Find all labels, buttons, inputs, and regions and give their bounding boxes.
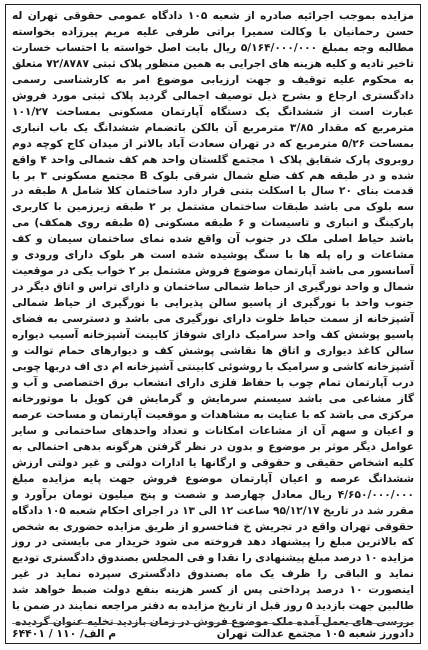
reference-number: ۶۴۴۰۱ / ۱۱۰ /م الف: [12, 627, 117, 640]
notice-body: مزایده بموجب اجرائیه صادره از شعبه ۱۰۵ دادگاه عمومی حقوقی تهران له حسن رحمانیان با وکالت سمیرا براتی طرفی علیه مریم پیرزاده بخواسته مطالبه وجه بمبلغ ۵/۱۶۴/۰۰۰/۰۰۰ ریال بابت اصل خواسته با احتساب خسارت تاخیر تادیه و کلیه هزینه های اجرایی به همین منظور پلاک ثبتی ۷۲/۸۷۸۷ متعلق به محکوم علیه توقیف و جهت ارزیابی موضوع امر به کارشناسی رسمی دادگستری ارجاع و بشرح ذیل توصیف اجمالی گردید پلاک ثبتی مورد فروش عبارت است از ششدانگ یک دستگاه آپارتمان مسکونی بمساحت ۱۰۱/۲۷ مترمربع که مقدار ۳/۸۵ مترمربع آن بالکن باتضمام ششدانگ یک باب انباری بمساحت ۵/۲۶ مترمربع که در تهران سعادت آباد بالاتر از میدان کاج کوچه دوم روبروی پارک شقایق پلاک ۱ مجتمع گلستان واحد هم کف شمالی واحد ۴ واقع شده و در طبقه هم کف ضلع شمال شرقی بلوک B مجتمع مسکونی ۳ بر با قدمت بنای ۲۰ سال با اسکلت بتنی قرار دارد ساختمان کلا شامل ۸ طبقه در سه بلوک می باشد طبقات ساختمان مشتمل بر ۲ طبقه زیرزمین با کاربری پارکینگ و انباری و تاسیسات و ۶ طبقه مسکونی (۵ طبقه روی همکف) می باشد حیاط اصلی ملک در جنوب آن واقع شده نمای ساختمان سیمان و کف مشاعات و راه پله ها با سنگ پوشیده شده است هر بلوک دارای ورودی و آسانسور می باشد آپارتمان موضوع فروش مشتمل بر ۲ خواب یکی در موقعیت شمال و واحد نورگیری از حیاط شمالی ساختمان و دارای تراس و اتاق دیگر در جنوب واحد با نورگیری از پاسیو سالن پذیرایی با نورگیری از حیاط شمالی آشپزخانه از سمت حیاط خلوت دارای نورگیری می باشد و دسترسی به فضای پاسیو پوشش کف واحد سرامیک دارای شوفاژ کابینت آشپزخانه آسیب دیواره سالن کاغذ دیواری و اتاق ها نقاشی پوشش کف و دیوارهای حمام توالت و آشپزخانه کاشی و سرامیک با روشوئی کابینتی آشپزخانه ام دی اف دربها چوبی درب آپارتمان تمام چوب با حفاظ فلزی دارای انشعاب برق اختصاصی و آب و گاز مشاعی می باشد سیستم سرمایش و گرمایش فن کویل با موتورخانه مرکزی می باشد که با عنایت به مشاهدات و موقعیت آپارتمان و مساحت عرصه و اعیان و سهم آن از مشاعات امکانات و تعداد واحدهای ساختمانی و سایر عوامل دیگر موثر بر موضوع و بدون در نظر گرفتن هرگونه بدهی احتمالی به کلیه اشخاص حقیقی و حقوقی و ارگانها یا ادارات دولتی و غیر دولتی ارزش ششدانگ عرصه و اعیان آپارتمان موضوع فروش جهت پایه مزایده مبلغ ۴/۶۵۰/۰۰۰/۰۰۰ ریال معادل چهارصد و شصت و پنج میلیون تومان برآورد و مقرر شد در تاریخ ۹۵/۱۲/۱۷ ساعت ۱۲ الی ۱۳ در اجرای احکام شعبه ۱۰۵ دادگاه حقوقی تهران واقع در تجریش خ فناخسرو از طریق مزایده حضوری به شخص که بالاترین مبلغ را پیشنهاد دهد فروخته می شود خریدار می بایستی در روز مزایده ۱۰ درصد مبلغ پیشنهادی را نقدا و فی المجلس بصندوق دادگستری تودیع نماید و الباقی را ظرف یک ماه بصندوق دادگستری سپرده نماید در غیر اینصورت ۱۰ درصد پرداختی پس از کسر هزینه بنفع دولت ضبط خواهد شد طالبین جهت بازدید ۵ روز قبل از تاریخ مزایده به دفتر مراجعه نمایند در ضمن با بررسی های بعمل آمده ملک موضوع فروش در زمان بازدید تخلیه عنوان گردیده: [12, 10, 415, 629]
signature-line: دادورز شعبه ۱۰۵ مجتمع عدالت تهران: [216, 627, 414, 640]
auction-notice: [5, 4, 421, 644]
notice-footer: [12, 623, 414, 640]
